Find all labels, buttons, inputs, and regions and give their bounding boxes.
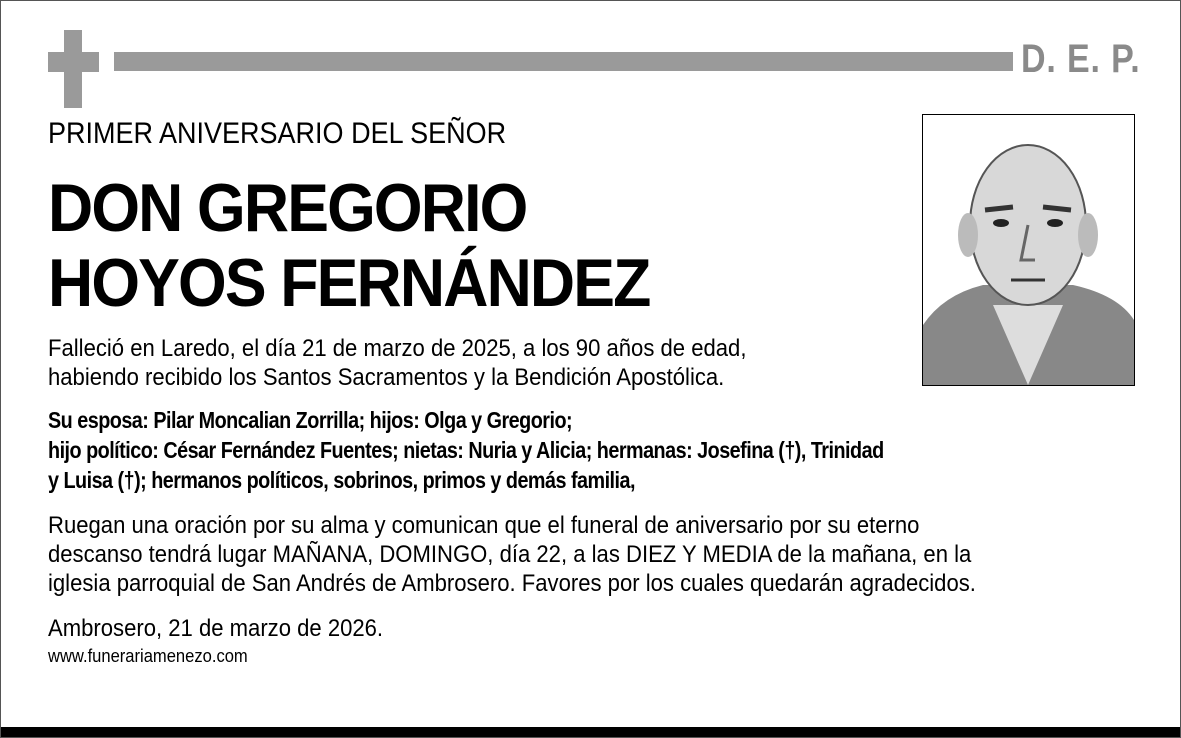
family-line: hijo político: César Fernández Fuentes; nietas: Nuria y Alicia; hermanas: Josefina (†), Trinidad bbox=[48, 437, 884, 463]
request-line: descanso tendrá lugar MAÑANA, DOMINGO, día 22, a las DIEZ Y MEDIA de la mañana, en la bbox=[48, 541, 972, 568]
cross-icon-arm bbox=[48, 52, 99, 72]
family-line: y Luisa (†); hermanos políticos, sobrinos, primos y demás familia, bbox=[48, 467, 635, 493]
family-line: Su esposa: Pilar Moncalian Zorrilla; hijos: Olga y Gregorio; bbox=[48, 407, 573, 433]
bottom-border bbox=[1, 727, 1180, 737]
dep-label: D. E. P. bbox=[1021, 37, 1141, 81]
request-line: iglesia parroquial de San Andrés de Ambrosero. Favores por los cuales quedarán agradecidos. bbox=[48, 570, 976, 597]
portrait-photo bbox=[922, 114, 1135, 386]
deceased-name-line-2: HOYOS FERNÁNDEZ bbox=[48, 245, 650, 321]
death-notice-line: habiendo recibido los Santos Sacramentos y la Bendición Apostólica. bbox=[48, 364, 725, 391]
death-notice-line: Falleció en Laredo, el día 21 de marzo de 2025, a los 90 años de edad, bbox=[48, 335, 747, 362]
header-divider bbox=[114, 52, 1013, 71]
portrait-image bbox=[923, 115, 1134, 385]
place-date: Ambrosero, 21 de marzo de 2026. bbox=[48, 615, 384, 642]
request-line: Ruegan una oración por su alma y comunican que el funeral de aniversario por su eterno bbox=[48, 512, 920, 539]
subtitle: PRIMER ANIVERSARIO DEL SEÑOR bbox=[48, 117, 507, 150]
deceased-name-line-1: DON GREGORIO bbox=[48, 170, 527, 246]
website: www.funerariamenezo.com bbox=[48, 646, 248, 666]
